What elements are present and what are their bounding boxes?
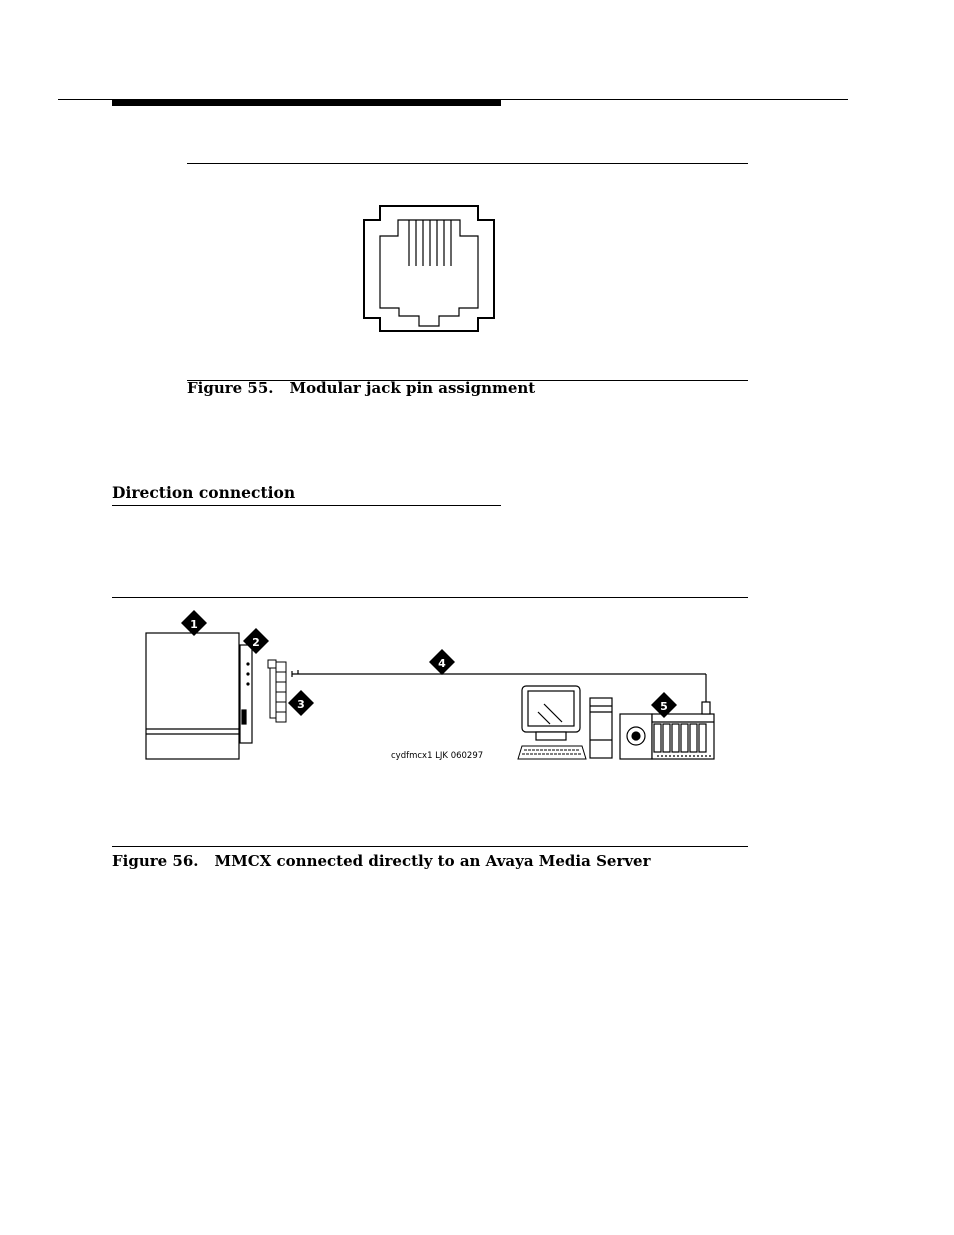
callout-3-label: 3 — [297, 698, 305, 711]
figure-56-caption — [112, 852, 651, 870]
mmcx-cabinet — [146, 633, 239, 759]
cable-line — [292, 670, 706, 702]
module-panel — [240, 645, 252, 743]
modular-jack-diagram — [355, 198, 505, 338]
callout-3-icon — [288, 690, 314, 716]
pc-monitor — [522, 686, 580, 740]
figure-56-bottom-rule — [112, 846, 748, 847]
figure-56-art-id: cydfmcx1 LJK 060297 — [391, 751, 484, 761]
jack-pins — [409, 220, 451, 266]
callout-1-icon — [181, 610, 207, 636]
section-heading: Direction connection — [112, 483, 296, 502]
figure-55-caption — [187, 379, 535, 397]
header-thick-rule — [112, 99, 501, 106]
figure-56-top-rule — [112, 597, 748, 598]
callout-4-icon — [429, 649, 455, 675]
callout-5-label: 5 — [660, 700, 668, 713]
pc-tower — [590, 698, 612, 758]
jack-opening — [380, 220, 478, 326]
adapter-connector — [268, 660, 286, 722]
section-heading-rule — [112, 505, 501, 506]
pc-keyboard — [518, 746, 586, 759]
figure-56-title: MMCX connected directly to an Avaya Media Server — [214, 852, 651, 870]
header-thin-rule — [58, 99, 848, 100]
figure-55-top-rule — [187, 163, 748, 164]
mmcx-connection-diagram — [112, 600, 748, 775]
figure-55-title: Modular jack pin assignment — [289, 379, 536, 397]
callout-2-label: 2 — [252, 636, 260, 649]
callout-4-label: 4 — [438, 657, 446, 670]
figure-56-number: Figure 56. — [112, 852, 199, 870]
callout-1-label: 1 — [190, 618, 198, 631]
figure-55-number: Figure 55. — [187, 379, 274, 397]
jack-housing-outline — [364, 206, 494, 331]
